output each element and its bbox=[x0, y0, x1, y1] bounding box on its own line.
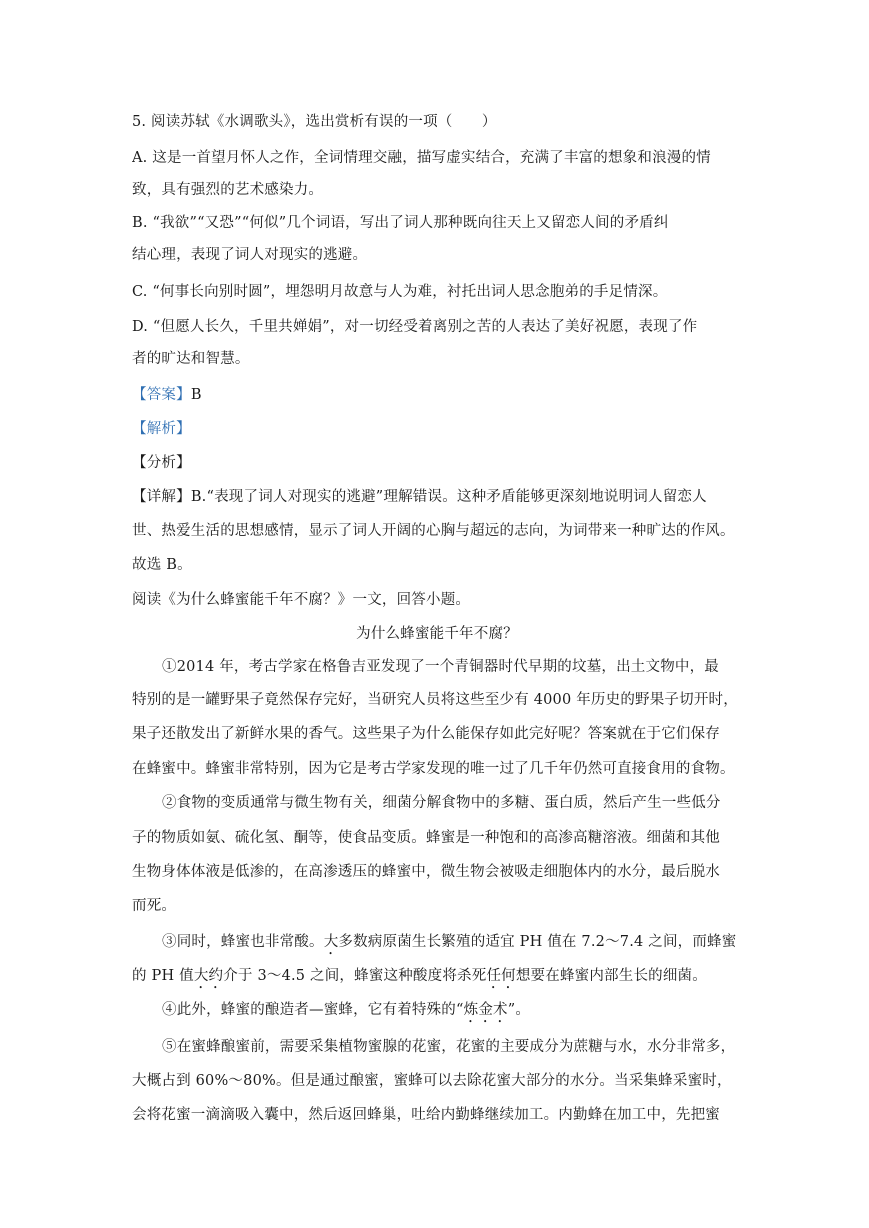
article-p5-line-2: 大概占到 60%～80%。但是通过酿蜜，蜜蜂可以去除花蜜大部分的水分。当采集蜂采蜜时， bbox=[132, 1073, 732, 1089]
detail-line-3: 故选 B。 bbox=[132, 557, 192, 573]
p4-emphasis-lianjinshu: 炼金术 bbox=[463, 1002, 508, 1018]
p3-emphasis-dayue: 大约 bbox=[193, 968, 224, 984]
article-p1-line-3: 果子还散发出了新鲜水果的香气。这些果子为什么能保存如此完好呢？答案就在于它们保存 bbox=[132, 726, 720, 742]
answer-line bbox=[132, 385, 742, 405]
option-d-line-1: D. “但愿人长久，千里共婵娟”，对一切经受着离别之苦的人表达了美好祝愿，表现了作 bbox=[132, 319, 698, 335]
article-title: 为什么蜂蜜能千年不腐？ bbox=[356, 626, 518, 642]
article-p3-line-2 bbox=[132, 966, 742, 992]
option-a-line-2: 致，具有强烈的艺术感染力。 bbox=[132, 182, 324, 198]
p4-text-a: ④此外，蜂蜜的酿造者—蜜蜂，它有着特殊的“ bbox=[162, 1002, 464, 1018]
p3-text-c: 多数病原菌生长繁殖的适宜 PH 值在 7.2～7.4 之间，而蜂蜜 bbox=[338, 934, 737, 950]
article-p1-line-2: 特别的是一罐野果子竟然保存完好，当研究人员将这些至少有 4000 年历史的野果子切开时， bbox=[132, 692, 738, 708]
answer-value: B bbox=[190, 387, 202, 403]
detail-label: 【详解】 bbox=[132, 489, 191, 505]
p3-emphasis-da: 大 bbox=[323, 934, 339, 950]
answer-label: 【答案】 bbox=[132, 387, 191, 403]
article-p5-line-1: ⑤在蜜蜂酿蜜前，需要采集植物蜜腺的花蜜，花蜜的主要成分为蔗糖与水，水分非常多， bbox=[162, 1039, 736, 1055]
detail-line-2: 世、热爱生活的思想感情，显示了词人开阔的心胸与超远的志向，为词带来一种旷达的作风。 bbox=[132, 523, 735, 539]
p3-text-2e: 想要在蜂蜜内部生长的细菌。 bbox=[515, 968, 707, 984]
detail-text-1: B.“表现了词人对现实的逃避”理解错误。这种矛盾能够更深刻地说明词人留恋人 bbox=[190, 489, 707, 505]
question-stem: 5. 阅读苏轼《水调歌头》，选出赏析有误的一项（ ） bbox=[132, 114, 497, 130]
detail-line-1 bbox=[132, 487, 742, 507]
p3-text-2a: 的 PH 值 bbox=[132, 968, 194, 984]
option-c-line-1: C. “何事长向别时圆”，埋怨明月故意与人为难，衬托出词人思念胞弟的手足情深。 bbox=[132, 284, 668, 300]
p4-text-c: ”。 bbox=[507, 1002, 531, 1018]
article-p2-line-4: 而死。 bbox=[132, 898, 177, 914]
option-a-line-1: A. 这是一首望月怀人之作，全词情理交融，描写虚实结合，充满了丰富的想象和浪漫的情 bbox=[132, 150, 711, 166]
p3-text-2c: 介于 3～4.5 之间，蜂蜜这种酸度将杀死 bbox=[223, 968, 487, 984]
article-p2-line-1: ②食物的变质通常与微生物有关，细菌分解食物中的多糖、蛋白质，然后产生一些低分 bbox=[162, 795, 721, 811]
option-b-line-2: 结心理，表现了词人对现实的逃避。 bbox=[132, 247, 368, 263]
article-p2-line-2: 子的物质如氨、硫化氢、酮等，使食品变质。蜂蜜是一种饱和的高渗高糖溶液。细菌和其他 bbox=[132, 830, 720, 846]
reading-intro: 阅读《为什么蜂蜜能千年不腐？》一文，回答小题。 bbox=[132, 592, 471, 608]
option-b-line-1: B. “我欲”“又恐”“何似”几个词语，写出了词人那种既向往天上又留恋人间的矛盾纠 bbox=[132, 215, 669, 231]
p3-emphasis-renhe: 任何 bbox=[486, 968, 516, 984]
p3-text-a: ③同时，蜂蜜也非常酸。 bbox=[162, 934, 324, 950]
option-d-line-2: 者的旷达和智慧。 bbox=[132, 351, 250, 367]
analysis-label: 【解析】 bbox=[132, 421, 191, 437]
article-p5-line-3: 会将花蜜一滴滴吸入囊中，然后返回蜂巢，吐给内勤蜂继续加工。内勤蜂在加工中，先把蜜 bbox=[132, 1107, 720, 1123]
article-p3-line-1 bbox=[162, 932, 742, 958]
article-p1-line-1: ①2014 年，考古学家在格鲁吉亚发现了一个青铜器时代早期的坟墓，出土文物中，最 bbox=[162, 659, 720, 675]
fenxi-label: 【分析】 bbox=[132, 455, 191, 471]
article-p1-line-4: 在蜂蜜中。蜂蜜非常特别，因为它是考古学家发现的唯一过了几千年仍然可直接食用的食物。 bbox=[132, 761, 735, 777]
article-p4-line-1 bbox=[162, 1000, 742, 1026]
article-p2-line-3: 生物身体体液是低渗的，在高渗透压的蜂蜜中，微生物会被吸走细胞体内的水分，最后脱水 bbox=[132, 864, 720, 880]
